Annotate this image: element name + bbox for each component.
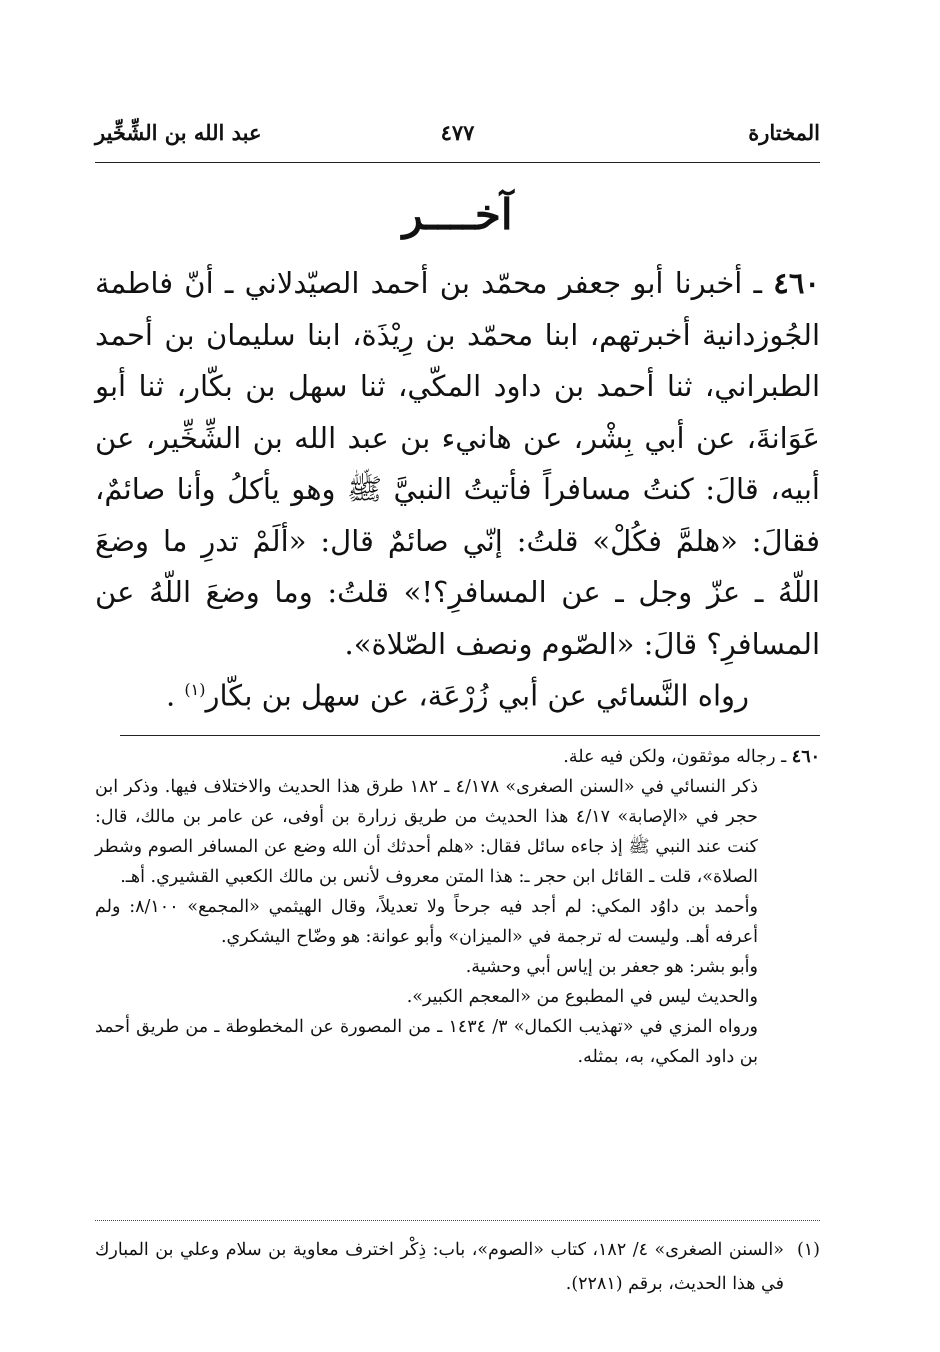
note-paragraph: والحديث ليس في المطبوع من «المعجم الكبير». — [406, 987, 758, 1007]
header-divider — [95, 162, 820, 163]
footnote-divider — [95, 1220, 820, 1221]
section-title: آخــــر — [402, 190, 513, 239]
note-number: ٤٦٠ — [791, 747, 820, 767]
narration-end: . — [165, 678, 176, 713]
chapter-title: عبد الله بن الشِّخِّير — [95, 120, 262, 145]
running-header — [95, 120, 820, 160]
note-paragraph: وأبو بشر: هو جعفر بن إياس أبي وحشية. — [465, 957, 758, 977]
note-paragraph: ذكر النسائي في «السنن الصغرى» ٤/١٧٨ ـ ١٨٢ طرق هذا الحديث والاختلاف فيها. وذكر ابن حجر في «الإصابة» ٤/١٧ هذا الحديث من طريق زرارة بن أوفى، عن عامر بن مالك، قال: كنت عند النبي ﷺ إذ جاءه سائل فقال: «هلم أحدثك أن الله وضع عن المسافر الصوم وشطر الصلاة»، قلت ـ القائل ابن حجر ـ: هذا المتن معروف لأنس بن مالك الكعبي القشيري. أهـ. — [95, 777, 758, 887]
page-number: ٤٧٧ — [440, 120, 475, 145]
note-heading — [95, 742, 820, 772]
hadith-number: ٤٦٠ — [773, 266, 821, 300]
narration-line — [95, 666, 820, 720]
hadith-text — [95, 258, 820, 670]
hadith-body: ـ أخبرنا أبو جعفر محمّد بن أحمد الصيّدلاني ـ أنّ فاطمة الجُوزدانية أخبرتهم، ابنا محمّد بن رِيْذَة، ابنا سليمان بن أحمد الطبراني، ثنا أحمد بن داود المكّي، ثنا سهل بن بكّار، ثنا أبو عَوَانةَ، عن أبي بِشْر، عن هانيء بن عبد الله بن الشِّخِّير، عن أبيه، قالَ: كنتُ مسافراً فأتيتُ النبيَّ ﷺ وهو يأكلُ وأنا صائمٌ، فقالَ: «هلمَّ فكُلْ» قلتُ: إنّي صائمٌ قال: «ألَمْ تدرِ ما وضعَ اللّهُ ـ عزّ وجل ـ عن المسافرِ؟!» قلتُ: وما وضعَ اللّهُ عن المسافرِ؟ قالَ: «الصّوم ونصف الصّلاة». — [95, 266, 820, 661]
footnote-reference: (١) — [184, 680, 206, 699]
footnote — [95, 1233, 820, 1301]
narration-text: رواه النَّسائي عن أبي زُرْعَة، عن سهل بن بكّار — [205, 678, 750, 713]
note-paragraph: ورواه المزي في «تهذيب الكمال» ٣/ ١٤٣٤ ـ من المصورة عن المخطوطة ـ من طريق أحمد بن داود المكي، به، بمثله. — [95, 1017, 758, 1067]
footnote-mark: (١) — [796, 1240, 820, 1260]
commentary-notes — [95, 742, 820, 1072]
footnote-text: «السنن الصغرى» ٤/ ١٨٢، كتاب «الصوم»، باب: ذِكْر اخترف معاوية بن سلام وعلي بن المبارك في هذا الحديث، برقم (٢٢٨١). — [95, 1240, 784, 1294]
notes-divider — [120, 735, 820, 736]
note-paragraph: وأحمد بن داوُد المكي: لم أجد فيه جرحاً ولا تعديلاً، وقال الهيثمي «المجمع» ٨/١٠٠: ولم أعرفه أهـ. وليست له ترجمة في «الميزان» وأبو عوانة: هو وضّاح اليشكري. — [95, 897, 758, 947]
book-title: المختارة — [748, 120, 820, 145]
note-heading-text: ـ رجاله موثقون، ولكن فيه علة. — [563, 747, 787, 767]
